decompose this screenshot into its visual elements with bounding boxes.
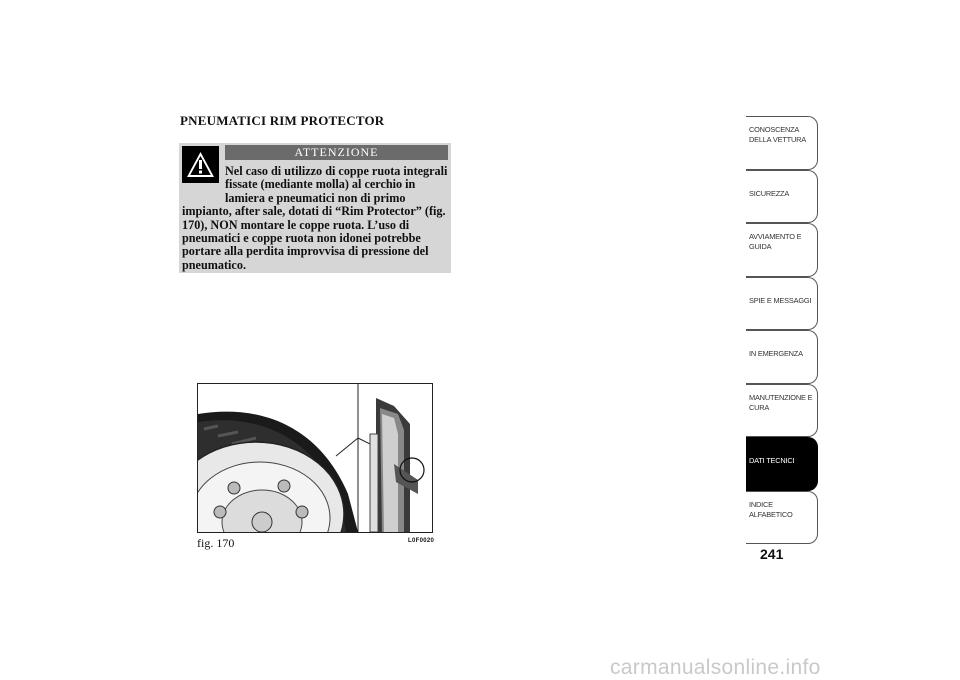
- nav-tab-indice[interactable]: INDICE ALFABETICO: [746, 491, 818, 545]
- nav-tab-manutenzione[interactable]: MANUTENZIONE E CURA: [746, 384, 818, 438]
- nav-tab-emergenza[interactable]: IN EMERGENZA: [746, 330, 818, 384]
- watermark: carmanualsonline.info: [610, 656, 821, 679]
- nav-tab-dati-tecnici[interactable]: DATI TECNICI: [746, 437, 818, 491]
- warning-box: [179, 143, 451, 273]
- warning-label: ATTENZIONE: [225, 145, 448, 160]
- nav-tab-avviamento[interactable]: AVVIAMENTO E GUIDA: [746, 223, 818, 277]
- section-title: PNEUMATICI RIM PROTECTOR: [180, 113, 385, 128]
- tire-section-illustration: [370, 398, 418, 532]
- figure-caption: fig. 170: [197, 536, 235, 550]
- figure-code: L0F0020: [408, 538, 435, 544]
- tire-rim-protector-figure: [197, 383, 433, 533]
- page-number: 241: [760, 546, 784, 562]
- nav-tab-sicurezza[interactable]: SICUREZZA: [746, 170, 818, 224]
- nav-tab-spie[interactable]: SPIE E MESSAGGI: [746, 277, 818, 331]
- nav-tab-conoscenza[interactable]: CONOSCENZA DELLA VETTURA: [746, 116, 818, 170]
- chapter-nav: [746, 116, 818, 544]
- tire-illustration: [198, 412, 358, 532]
- warning-text: Nel caso di utilizzo di coppe ruota integrali fissate (mediante molla) al cerchio in lamiera e pneumatici non di primo impianto, after sale, dotati di “Rim Protector” (fig. 170), NON montare le coppe ruota. L’uso di pneumatici e coppe ruota non idonei potrebbe portare alla perdita improvvisa di pressione del pneumatico.: [182, 164, 448, 272]
